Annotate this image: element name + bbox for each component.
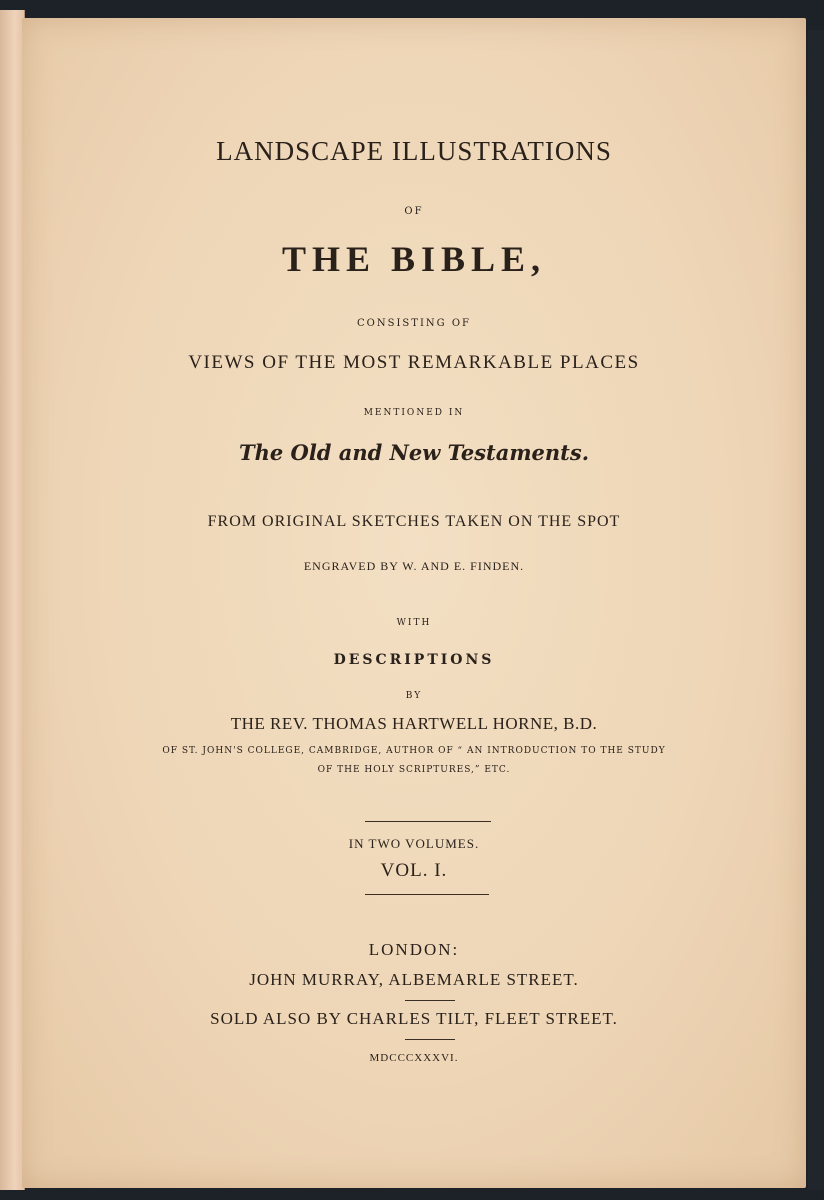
by-label: BY bbox=[405, 691, 423, 701]
title-line: LANDSCAPE ILLUSTRATIONS bbox=[216, 136, 612, 166]
of-label: OF bbox=[404, 206, 424, 217]
imprint-seller: SOLD ALSO BY CHARLES TILT, FLEET STREET. bbox=[210, 1009, 618, 1028]
subtitle-views: VIEWS OF THE MOST REMARKABLE PLACES bbox=[188, 352, 640, 373]
book-cover-edge bbox=[808, 30, 824, 1190]
descriptions-heading: DESCRIPTIONS bbox=[333, 652, 495, 668]
main-title: THE BIBLE, bbox=[281, 239, 547, 279]
consisting-of-label: CONSISTING OF bbox=[357, 318, 471, 329]
volume-count: IN TWO VOLUMES. bbox=[348, 836, 480, 851]
with-label: WITH bbox=[396, 618, 432, 628]
sketches-line: FROM ORIGINAL SKETCHES TAKEN ON THE SPOT bbox=[207, 513, 621, 530]
author-affiliation-cont: OF THE HOLY SCRIPTURES,” ETC. bbox=[317, 765, 511, 775]
divider-rule bbox=[405, 1000, 455, 1001]
imprint-year: MDCCCXXXVI. bbox=[369, 1052, 459, 1064]
testaments-line: The Old and New Testaments. bbox=[238, 440, 590, 465]
title-page bbox=[22, 18, 806, 1188]
imprint-publisher: JOHN MURRAY, ALBEMARLE STREET. bbox=[249, 970, 579, 989]
engraver-line: ENGRAVED BY W. AND E. FINDEN. bbox=[303, 559, 525, 573]
imprint-city: LONDON: bbox=[368, 940, 460, 959]
divider-rule bbox=[365, 894, 489, 895]
volume-number: VOL. I. bbox=[380, 860, 448, 881]
author-name: THE REV. THOMAS HARTWELL HORNE, B.D. bbox=[230, 714, 598, 733]
mentioned-in-label: MENTIONED IN bbox=[363, 408, 465, 418]
author-affiliation: OF ST. JOHN'S COLLEGE, CAMBRIDGE, AUTHOR OF “ AN INTRODUCTION TO THE STUDY bbox=[162, 746, 666, 756]
divider-rule bbox=[365, 821, 491, 822]
divider-rule bbox=[405, 1039, 455, 1040]
